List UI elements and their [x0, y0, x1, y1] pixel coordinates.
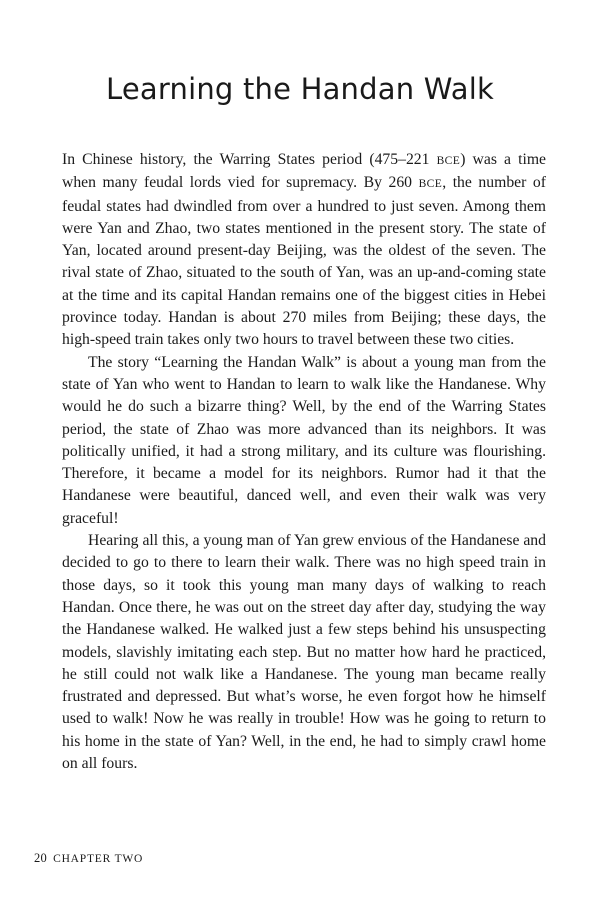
- page-footer: [34, 851, 143, 866]
- page-number: 20: [34, 851, 48, 865]
- page-title: Learning the Handan Walk: [106, 72, 494, 106]
- paragraph-3: Hearing all this, a young man of Yan grew envious of the Handanese and decided to go to there to learn their walk. There was no high speed train in those days, so it took this young man many days of walking to reach Handan. Once there, he was out on the street day after day, studying the way the Handanese walked. He walked just a few steps behind his unsuspecting models, slavishly imitating each step. But no matter how hard he practiced, he still could not walk like a Handanese. The young man became really frustrated and depressed. But what’s worse, he even forgot how he himself used to walk! Now he was really in trouble! How was he going to return to his home in the state of Yan? Well, in the end, he had to simply crawl home on all fours.: [62, 532, 546, 773]
- paragraph-1-part-a: In Chinese history, the Warring States period (475–221: [62, 151, 437, 168]
- era-abbrev-bce: BCE: [436, 155, 461, 167]
- paragraph-2: The story “Learning the Handan Walk” is about a young man from the state of Yan who went to Handan to learn to walk like the Handanese. Why would he do such a bizarre thing? Well, by the end of the Warring States period, the state of Zhao was more advanced than its neighbors. It was politically unified, it had a strong military, and its culture was flourishing. Therefore, it became a model for its neighbors. Rumor had it that the Handanese were beautiful, danced well, and even their walk was very graceful!: [62, 353, 546, 527]
- running-footer-chapter: CHAPTER TWO: [53, 853, 144, 865]
- paragraph-1: [62, 149, 546, 352]
- era-abbrev-bce: BCE: [418, 178, 443, 191]
- body-text: [62, 149, 546, 775]
- paragraph-1-part-c: , the number of feudal states had dwindled from over a hundred to just seven. Among them were Yan and Zhao, two states mentioned in the present story. The state of Yan, located around present-day Beijing, was the oldest of the seven. The rival state of Zhao, situated to the south of Yan, was an up-and-coming state at the time and its capital Handan remains one of the biggest cities in Hebei province today. Handan is about 270 miles from Beijing; these days, the high-speed train takes only two hours to travel between these two cities.: [62, 174, 546, 349]
- paragraph-1-part-b: ) was a time when many feudal lords vied for supremacy. By 260: [62, 151, 547, 192]
